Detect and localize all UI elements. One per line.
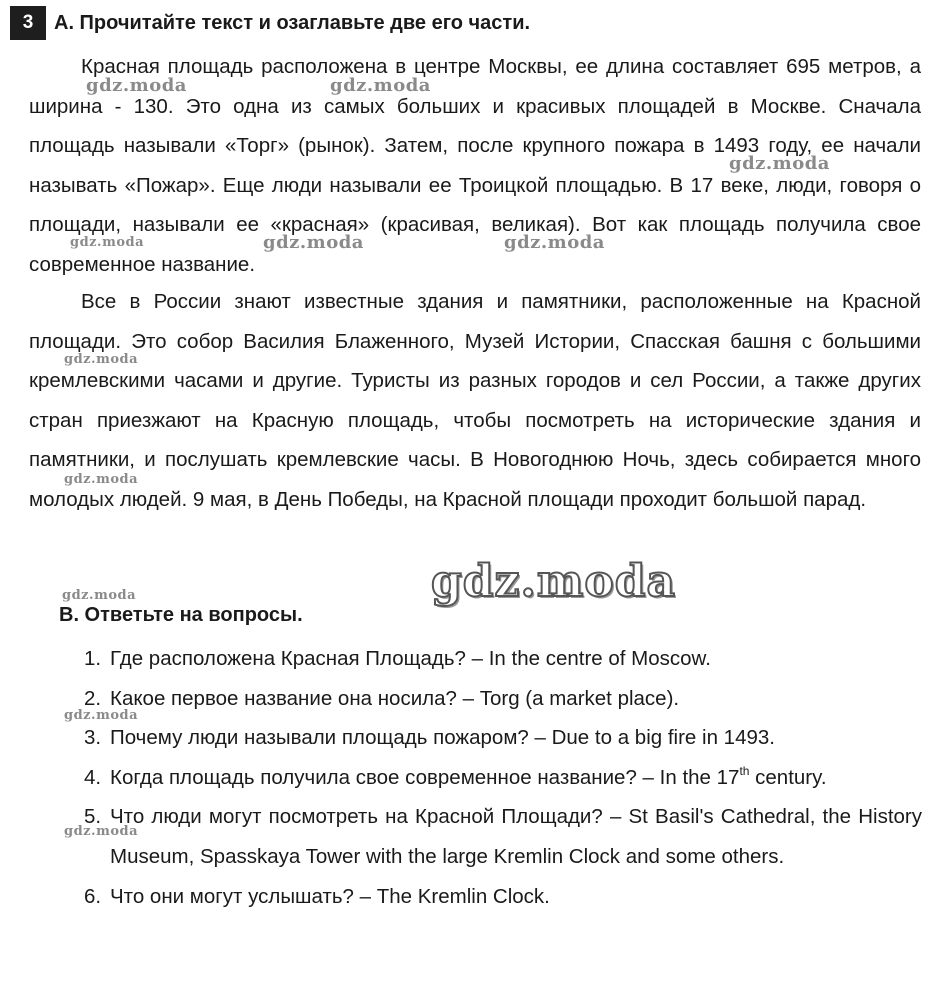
watermark-logo: gdz.moda <box>64 708 139 723</box>
watermark-logo: gdz.moda <box>64 472 139 487</box>
watermark-logo: gdz.moda <box>729 153 830 174</box>
answer-text: Что они могут услышать? – The Kremlin Clock. <box>110 884 550 908</box>
watermark-logo: gdz.moda <box>64 824 139 839</box>
answer-text: Какое первое название она носила? – Torg (a market place). <box>110 686 680 710</box>
task-title: А. Прочитайте текст и озаглавьте две его части. <box>54 11 531 34</box>
watermark-logo: gdz.moda <box>62 588 137 603</box>
answer-text <box>110 758 922 798</box>
watermark-logo: gdz.moda <box>64 352 139 367</box>
answer-text-main: Когда площадь получила свое современное название? – In the 17 <box>110 765 740 789</box>
answers-list <box>84 639 922 916</box>
answer-item <box>84 877 922 917</box>
watermark-logo: gdz.moda <box>330 75 431 96</box>
section-b-title: B. Ответьте на вопросы. <box>59 604 303 626</box>
task-header <box>10 6 530 40</box>
watermark-logo: gdz.moda <box>263 232 364 253</box>
answer-number: 4. <box>84 765 102 789</box>
answer-item <box>84 758 922 798</box>
watermark-logo-large: gdz.moda <box>431 556 677 607</box>
text-paragraph-2: Все в России знают известные здания и памятники, расположенные на Красной площади. Это собор Василия Блаженного, Музей Истории, Спасская башня с большими кремлевскими часами и другие. Туристы из разных городов и сел России, а также других стран приезжают на Красную площадь, чтобы посмотреть на исторические здания и памятники, и послушать кремлевские часы. В Новогоднюю Ночь, здесь собирается много молодых людей. 9 мая, в День Победы, на Красной площади проходит большой парад. <box>29 290 921 511</box>
answer-item <box>84 718 922 758</box>
answer-text: Где расположена Красная Площадь? – In the centre of Moscow. <box>110 647 711 670</box>
answer-item <box>84 679 922 719</box>
answer-text: Почему люди называли площадь пожаром? – Due to a big fire in 1493. <box>110 726 775 750</box>
answer-item <box>84 639 922 679</box>
answer-text: Что люди могут посмотреть на Красной Площади? – St Basil's Cathedral, the History Museum, Spasskaya Tower with the large Kremlin Clock and some others. <box>110 805 922 868</box>
answer-number: 3. <box>84 726 102 750</box>
answer-number: 2. <box>84 686 102 710</box>
watermark-logo: gdz.moda <box>86 75 187 96</box>
answer-number: 5. <box>84 805 102 829</box>
watermark-logo: gdz.moda <box>504 232 605 253</box>
task-number-badge: 3 <box>10 6 46 40</box>
text-paragraph-1: Красная площадь расположена в центре Москвы, ее длина составляет 695 метров, а ширина - 130. Это одна из самых больших и красивых площадей в Москве. Сначала площадь называли «Торг» (рынок). Затем, после крупного пожара в 1493 году, ее начали называть «Пожар». Еще люди называли ее Троицкой площадью. В 17 веке, люди, говоря о площади, называли ее «красная» (красивая, великая). Вот как площадь получила свое современное название. <box>29 55 921 276</box>
answer-item <box>84 797 922 876</box>
watermark-logo: gdz.moda <box>70 235 145 250</box>
answer-number: 1. <box>84 647 102 670</box>
answer-number: 6. <box>84 884 102 908</box>
answer-text-end: century. <box>749 765 827 789</box>
ordinal-suffix: th <box>739 763 750 778</box>
